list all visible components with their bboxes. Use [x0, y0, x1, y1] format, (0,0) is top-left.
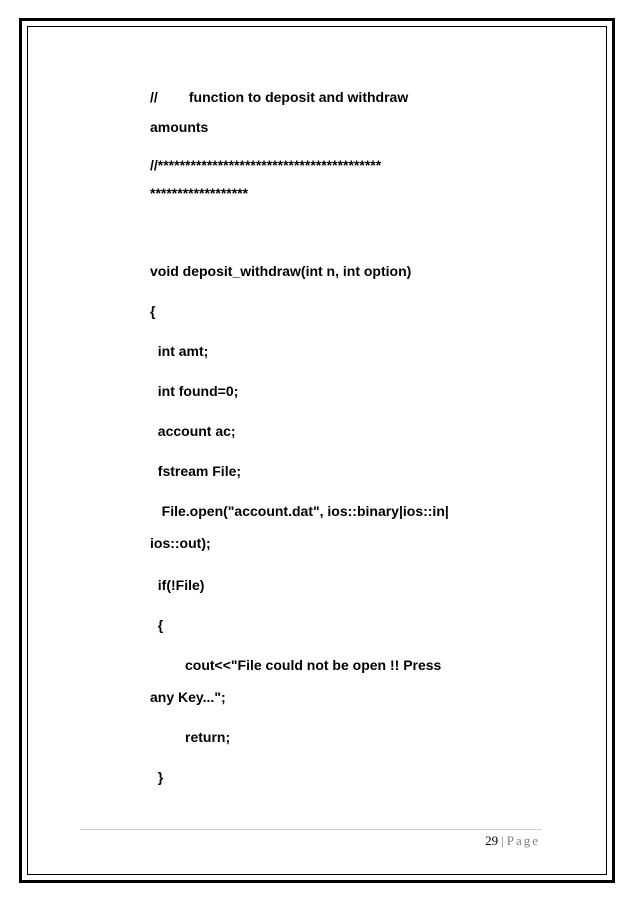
code-line: any Key..."; [150, 689, 226, 705]
code-line: ios::out); [150, 535, 211, 551]
code-line: if(!File) [150, 577, 205, 593]
code-line: File.open("account.dat", ios::binary|ios::in| [150, 503, 449, 519]
code-line: account ac; [150, 423, 236, 439]
code-line: fstream File; [150, 463, 242, 479]
code-line: int found=0; [150, 383, 239, 399]
code-line: amounts [150, 119, 209, 135]
footer-separator: | [501, 833, 504, 848]
code-line: void deposit_withdraw(int n, int option) [150, 263, 412, 279]
code-line: } [150, 769, 164, 785]
code-line: return; [150, 729, 231, 745]
page-footer [485, 833, 540, 849]
footer-divider [80, 829, 542, 830]
code-line: { [150, 617, 164, 633]
page-border-inner [27, 26, 607, 875]
code-line: { [150, 303, 156, 319]
code-line: ****************** [150, 185, 249, 201]
page-number: 29 [485, 833, 499, 848]
code-line: int amt; [150, 343, 209, 359]
page-label: Page [506, 833, 540, 848]
code-line: //***************************************** [150, 157, 382, 173]
code-line: cout<<"File could not be open !! Press [150, 657, 442, 673]
code-line: // function to deposit and withdraw [150, 89, 409, 105]
